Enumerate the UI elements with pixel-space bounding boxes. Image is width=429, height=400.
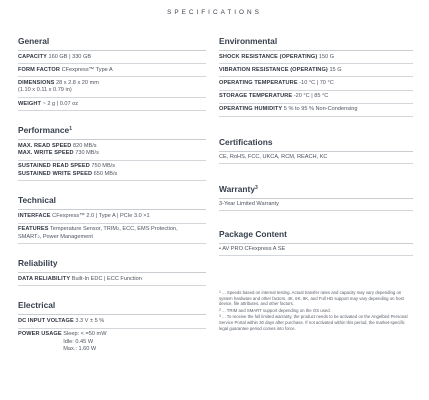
power-usage-values [63, 331, 106, 353]
power-usage-row [18, 329, 206, 356]
shock-value: 150 G [318, 53, 335, 60]
package-section [219, 229, 413, 256]
storage-temperature-label: STORAGE TEMPERATURE [219, 93, 293, 100]
page-title: SPECIFICATIONS [167, 9, 262, 16]
weight-value: ~ 2 g | 0.07 oz [42, 100, 79, 107]
features-footnote-ref-2: 2 [37, 233, 40, 239]
max-write-label: MAX. WRITE SPEED [18, 150, 74, 157]
footnote-2-marker: 2 [219, 307, 221, 312]
warranty-value: 3-Year Limited Warranty [219, 199, 413, 211]
data-reliability-row [18, 273, 206, 286]
max-write-line [18, 150, 206, 157]
footnote-3-marker: 3 [219, 314, 221, 319]
footnote-1 [219, 290, 413, 307]
sustained-read-value: 750 MB/s [91, 163, 116, 170]
form-factor-row [18, 64, 206, 77]
vibration-label: VIBRATION RESISTANCE (OPERATING) [219, 66, 328, 73]
power-sleep: Sleep: < =50 mW [63, 331, 107, 338]
performance-title-text: Performance [18, 125, 70, 136]
capacity-row [18, 51, 206, 64]
weight-label: WEIGHT [18, 100, 41, 107]
technical-section [18, 195, 206, 244]
power-idle: Idle: 0.45 W [63, 338, 94, 345]
max-write-value: 730 MB/s [75, 150, 99, 157]
footnote-3 [219, 314, 413, 331]
max-read-value: 820 MB/s [72, 142, 97, 149]
sustained-speed-row [18, 161, 206, 182]
sustained-write-value: 650 MB/s [93, 170, 118, 177]
certifications-section [219, 137, 413, 164]
capacity-value: 160 GB | 330 GB [48, 53, 92, 60]
vibration-value: 15 G [329, 66, 342, 73]
operating-temperature-label: OPERATING TEMPERATURE [219, 79, 298, 86]
footnote-3-text: ... To receive the full limited warranty, the product needs to be activated on the Angelbird Personal Service Portal within 30 days after purchase. If not activated within this period, the market-specific legal guarantee period comes into force. [219, 314, 408, 331]
storage-temperature-row [219, 91, 413, 104]
sustained-read-label: SUSTAINED READ SPEED [18, 163, 90, 170]
features-text-2: , ECC, EMS Protection, [119, 226, 178, 233]
general-section [18, 36, 206, 111]
dc-input-label: DC INPUT VOLTAGE [18, 317, 74, 324]
capacity-label: CAPACITY [18, 53, 47, 60]
environmental-title: Environmental [219, 36, 278, 46]
electrical-section [18, 300, 206, 355]
features-label: FEATURES [18, 226, 49, 233]
operating-humidity-row [219, 104, 413, 117]
interface-label: INTERFACE [18, 212, 51, 219]
footnote-1-text: ... Speeds based on internal testing. Actual transfer rates and capacity may vary depending on system hardware and other factors. 4K, 6K, 8K, and Full HD support may vary depending on host device, file attributes, and other factors. [219, 290, 404, 307]
form-factor-value: CFexpress™ Type A [61, 66, 113, 73]
electrical-title: Electrical [18, 300, 56, 311]
operating-humidity-label: OPERATING HUMIDITY [219, 106, 283, 113]
shock-label: SHOCK RESISTANCE (OPERATING) [219, 53, 318, 60]
package-title: Package Content [219, 228, 287, 239]
left-column [18, 36, 206, 356]
shock-row [219, 51, 413, 64]
package-item: • AV PRO CFexpress A SE [219, 244, 413, 256]
technical-title: Technical [18, 195, 57, 206]
form-factor-label: FORM FACTOR [18, 66, 61, 73]
power-max: Max.: 1.60 W [63, 345, 97, 352]
dimensions-row [18, 77, 206, 98]
interface-row [18, 210, 206, 223]
warranty-section [219, 184, 413, 211]
general-title: General [18, 36, 50, 46]
dimensions-label: DIMENSIONS [18, 79, 55, 86]
storage-temperature-value: -20 °C | 85 °C [293, 93, 329, 100]
operating-temperature-value: -10 °C | 70 °C [299, 79, 334, 86]
environmental-section [219, 36, 413, 117]
footnotes [219, 290, 413, 332]
reliability-section [18, 258, 206, 286]
warranty-footnote-ref: 3 [255, 184, 258, 191]
sustained-write-label: SUSTAINED WRITE SPEED [18, 170, 93, 177]
warranty-title-text: Warranty [219, 183, 255, 194]
dc-input-value: 3.3 V ± 5 % [75, 317, 105, 324]
max-speed-row [18, 140, 206, 161]
features-row [18, 224, 206, 245]
sustained-write-line [18, 171, 206, 178]
operating-temperature-row [219, 77, 413, 90]
data-reliability-label: DATA RELIABILITY [18, 275, 71, 282]
footnote-2-text: ... TRIM and SMART support depending on the OS used. [222, 307, 331, 313]
dimensions-value-inch: (1.10 x 0.11 x 0.79 in) [18, 87, 72, 94]
certifications-title: Certifications [219, 136, 273, 147]
vibration-row [219, 64, 413, 77]
max-read-label: MAX. READ SPEED [18, 142, 72, 149]
interface-value: CFexpress™ 2.0 | Type A | PCIe 3.0 ×1 [52, 212, 150, 219]
operating-humidity-value: 5 % to 95 % Non-Condensing [283, 106, 358, 113]
certifications-value: CE, RoHS, FCC, UKCA, RCM, REACH, KC [219, 152, 413, 164]
max-read-line [18, 143, 206, 150]
features-text-3: SMART [18, 233, 38, 240]
features-footnote-ref-1: 2 [117, 226, 120, 232]
performance-footnote-ref: 1 [69, 126, 72, 133]
reliability-title: Reliability [18, 258, 58, 269]
right-column [219, 36, 413, 256]
footnote-1-marker: 1 [219, 290, 221, 294]
weight-row [18, 98, 206, 111]
data-reliability-value: Built-In EDC | ECC Function [71, 275, 142, 282]
performance-section [18, 125, 206, 181]
dc-input-row [18, 315, 206, 328]
features-text-1: Temperature Sensor, TRIM [49, 226, 118, 233]
footnote-2 [219, 308, 413, 314]
power-usage-label: POWER USAGE [18, 331, 62, 338]
performance-title [18, 125, 206, 136]
warranty-title [219, 184, 413, 195]
features-text-4: , Power Management [39, 233, 93, 240]
sustained-read-line [18, 163, 206, 170]
dimensions-value: 28 x 2.8 x 20 mm [56, 79, 99, 86]
